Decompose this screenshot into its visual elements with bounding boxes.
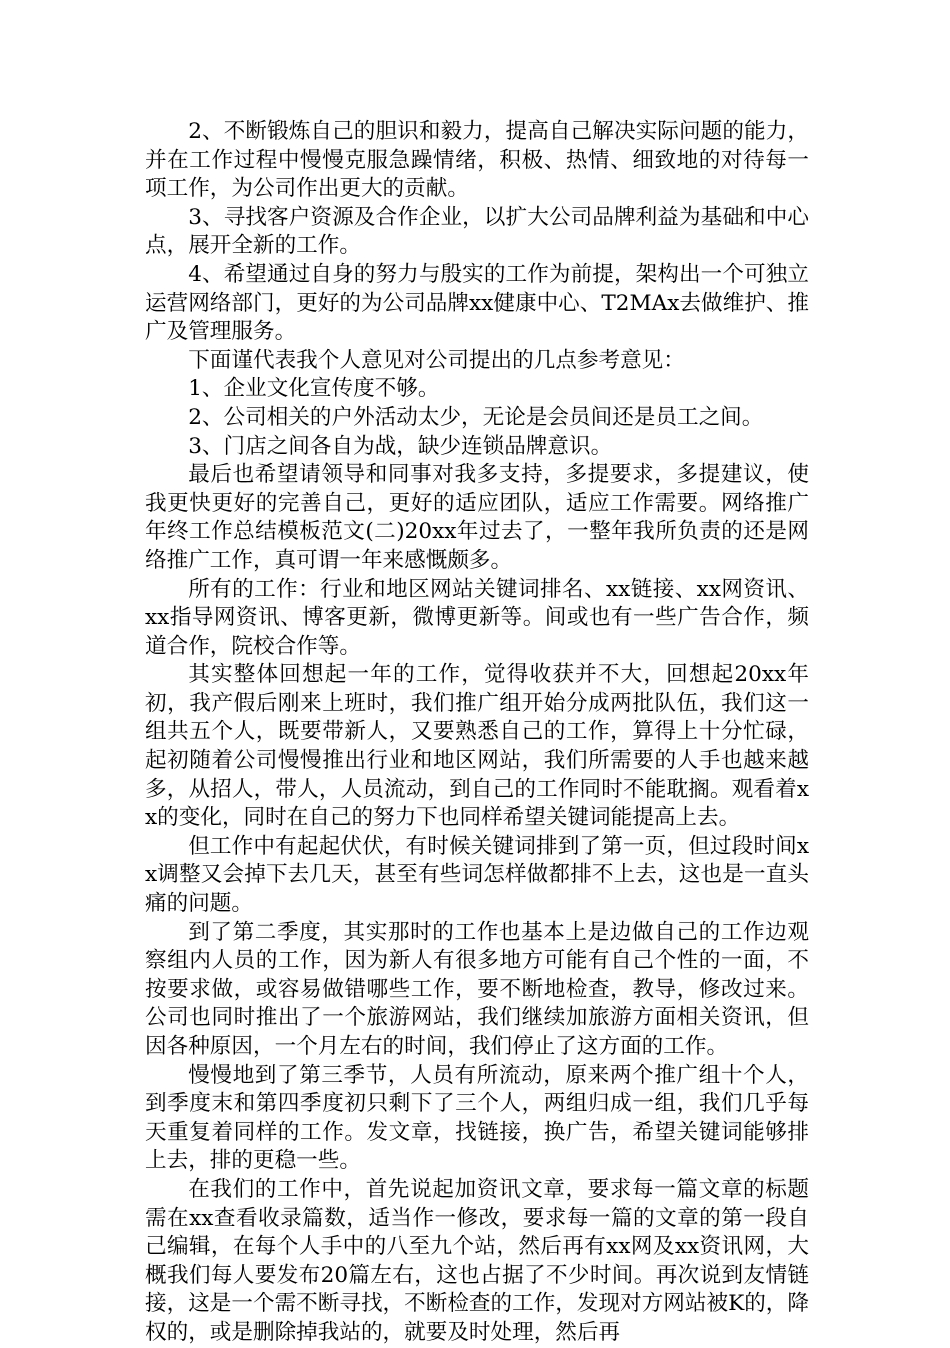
paragraph-5: 1、企业文化宣传度不够。 (188, 376, 440, 402)
paragraph-13: 慢慢地到了第三季节，人员有所流动，原来两个推广组十个人，到季度末和第四季度初只剩下了三个人，两组归成一组，我们几乎每天重复着同样的工作。发文章，找链接，换广告，希望关键词能够排上去，排的更稳一些。 (145, 1062, 809, 1174)
paragraph-12: 到了第二季度，其实那时的工作也基本上是边做自己的工作边观察组内人员的工作，因为新人有很多地方可能有自己个性的一面，不按要求做，或容易做错哪些工作，要不断地检查，教导，修改过来。公司也同时推出了一个旅游网站，我们继续加旅游方面相关资讯，但因各种原因，一个月左右的时间，我们停止了这方面的工作。 (145, 919, 809, 1059)
paragraph-3: 4、希望通过自身的努力与殷实的工作为前提，架构出一个可独立运营网络部门，更好的为公司品牌xx健康中心、T2MAx去做维护、推广及管理服务。 (145, 261, 809, 345)
paragraph-8: 最后也希望请领导和同事对我多支持，多提要求，多提建议，使我更快更好的完善自己，更好的适应团队，适应工作需要。网络推广年终工作总结模板范文(二)20xx年过去了，一整年我所负责的还是网络推广工作，真可谓一年来感慨颇多。 (145, 462, 809, 573)
paragraph-7: 3、门店之间各自为战，缺少连锁品牌意识。 (188, 433, 613, 459)
paragraph-11: 但工作中有起起伏伏，有时候关键词排到了第一页，但过段时间xx调整又会掉下去几天，甚至有些词怎样做都排不上去，这也是一直头痛的问题。 (145, 833, 809, 917)
paragraph-1: 2、不断锻炼自己的胆识和毅力，提高自己解决实际问题的能力，并在工作过程中慢慢克服急躁情绪，积极、热情、细致地的对待每一项工作，为公司作出更大的贡献。 (145, 119, 809, 202)
paragraph-4: 下面谨代表我个人意见对公司提出的几点参考意见： (188, 347, 685, 373)
paragraph-6: 2、公司相关的户外活动太少，无论是会员间还是员工之间。 (188, 404, 764, 430)
paragraph-2: 3、寻找客户资源及合作企业，以扩大公司品牌利益为基础和中心点，展开全新的工作。 (145, 204, 809, 259)
paragraph-14: 在我们的工作中，首先说起加资讯文章，要求每一篇文章的标题需在xx查看收录篇数，适当作一修改，要求每一篇的文章的第一段自己编辑，在每个人手中的八至九个站，然后再有xx网及xx资讯网，大概我们每人要发布20篇左右，这也占据了不少时间。再次说到友情链接，这是一个需不断寻找，不断检查的工作，发现对方网站被K的，降权的，或是删除掉我站的，就要及时处理，然后再 (145, 1176, 809, 1345)
document-page (145, 118, 809, 1348)
paragraph-10: 其实整体回想起一年的工作，觉得收获并不大，回想起20xx年初，我产假后刚来上班时，我们推广组开始分成两批队伍，我们这一组共五个人，既要带新人，又要熟悉自己的工作，算得上十分忙碌，起初随着公司慢慢推出行业和地区网站，我们所需要的人手也越来越多，从招人，带人，人员流动，到自己的工作同时不能耽搁。观看着xx的变化，同时在自己的努力下也同样希望关键词能提高上去。 (145, 662, 809, 831)
paragraph-9: 所有的工作：行业和地区网站关键词排名、xx链接、xx网资讯、xx指导网资讯、博客更新，微博更新等。间或也有一些广告合作，频道合作，院校合作等。 (145, 576, 809, 659)
